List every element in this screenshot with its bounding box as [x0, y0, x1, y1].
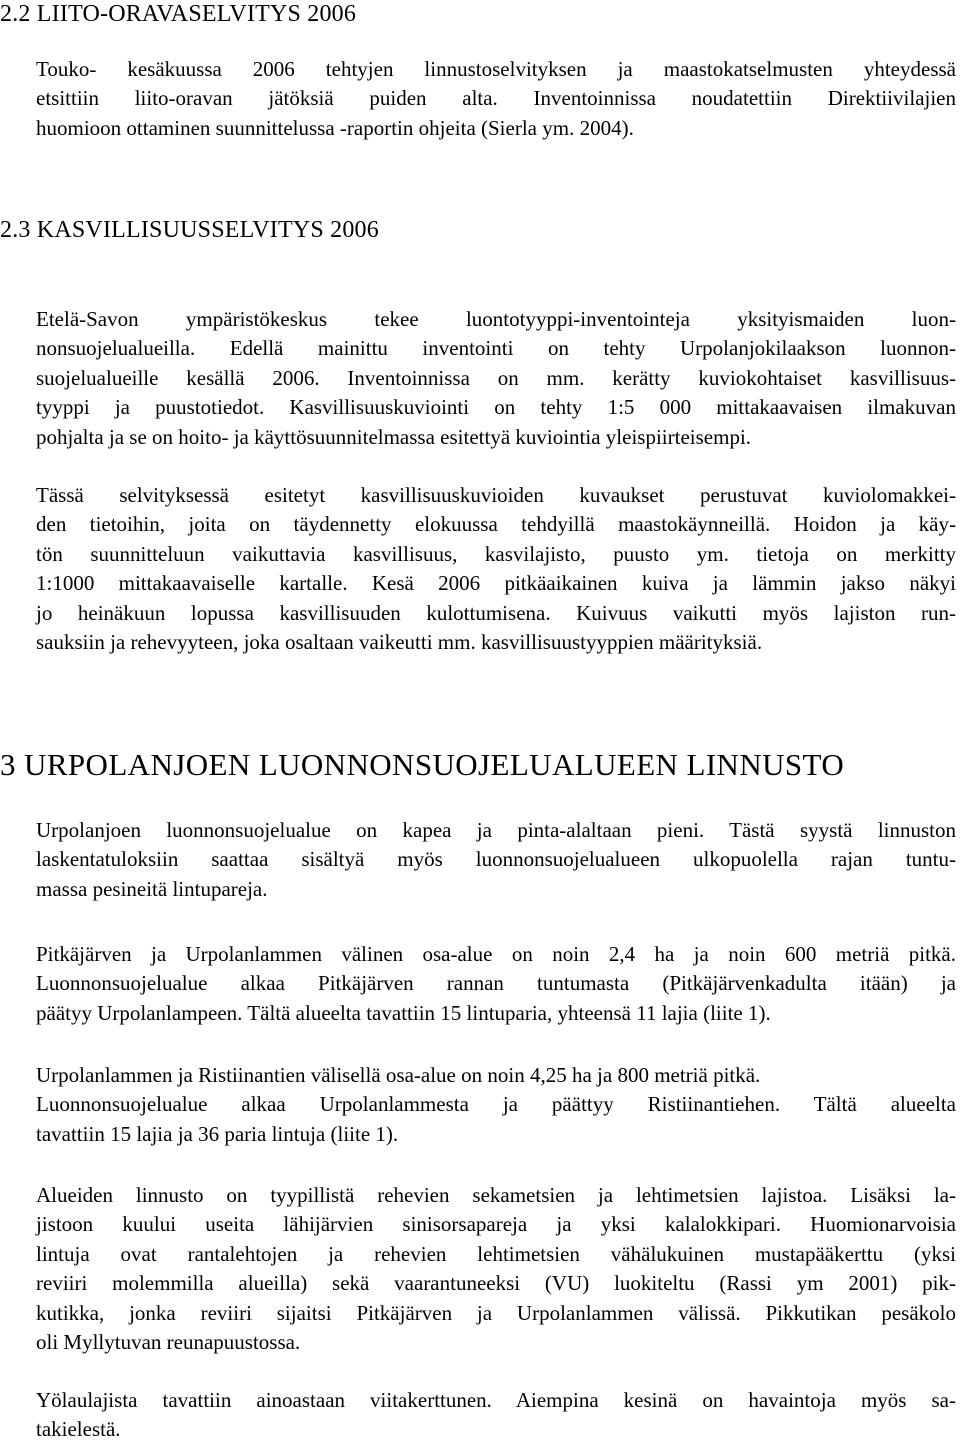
text-line: Etelä-Savon ympäristökeskus tekee luontotyyppi-inventointeja yksityismaiden luon-	[36, 307, 956, 331]
text-line: Urpolanjoen luonnonsuojelualue on kapea ja pinta-alaltaan pieni. Tästä syystä linnuston	[36, 818, 956, 842]
text-line: 1:1000 mittakaavaiselle kartalle. Kesä 2006 pitkäaikainen kuiva ja lämmin jakso näkyi	[36, 571, 956, 596]
text-line: takielestä.	[36, 1417, 121, 1442]
section-heading-2-2: 2.2 LIITO-ORAVASELVITYS 2006	[0, 1, 357, 27]
paragraph-inventointi	[36, 305, 956, 452]
text-line: nonsuojelualueilla. Edellä mainittu inventointi on tehty Urpolanjokilaakson luonnon-	[36, 336, 956, 361]
text-line: pohjalta ja se on hoito- ja käyttösuunnitelmassa esitettyä kuviointia yleispiirteisempi.	[36, 424, 752, 449]
text-line: tyyppi ja puustotiedot. Kasvillisuuskuviointi on tehty 1:5 000 mittakaavaisen ilmakuvan	[36, 395, 956, 420]
text-line: jo heinäkuun lopussa kasvillisuuden kulottumisena. Kuivuus vaikutti myös lajiston run-	[36, 600, 956, 625]
text-line: Pitkäjärven ja Urpolanlammen välinen osa-alue on noin 2,4 ha ja noin 600 metriä pitkä.	[36, 942, 956, 966]
text-line: lintuja ovat rantalehtojen ja rehevien lehtimetsien vähälukuinen mustapääkerttu (yksi	[36, 1241, 956, 1266]
paragraph-ristiinantie-osa-alue	[36, 1061, 956, 1149]
chapter-heading-3: 3 URPOLANJOEN LUONNONSUOJELUALUEEN LINNUSTO	[0, 747, 845, 782]
text-line: Alueiden linnusto on tyypillistä rehevien sekametsien ja lehtimetsien lajistoa. Lisäksi la-	[36, 1183, 956, 1207]
text-line: massa pesineitä lintupareja.	[36, 876, 268, 901]
text-line: Urpolanlammen ja Ristiinantien välisellä osa-alue on noin 4,25 ha ja 800 metriä pitkä.	[36, 1063, 761, 1087]
text-line: reviiri molemmilla alueilla) sekä vaarantuneeksi (VU) luokiteltu (Rassi ym 2001) pik-	[36, 1271, 956, 1296]
text-line: päätyy Urpolanlampeen. Tältä alueelta tavattiin 15 lintuparia, yhteensä 11 lajia (liite 1).	[36, 1000, 771, 1025]
text-line: laskentatuloksiin saattaa sisältyä myös luonnonsuojelualueen ulkopuolella rajan tuntu-	[36, 847, 956, 872]
paragraph-yleiskuvaus	[36, 816, 956, 904]
paragraph-kuviokuvaukset	[36, 481, 956, 657]
text-line: oli Myllytuvan reunapuustossa.	[36, 1329, 301, 1354]
text-line: kutikka, jonka reviiri sijaitsi Pitkäjärven ja Urpolanlammen välissä. Pikkutikan pesäkolo	[36, 1300, 956, 1325]
text-line: tavattiin 15 lajia ja 36 paria lintuja (liite 1).	[36, 1121, 399, 1146]
paragraph-yolaulajat	[36, 1386, 956, 1445]
text-line: Luonnonsuojelualue alkaa Urpolanlammesta ja päättyy Ristiinantiehen. Tältä alueelta	[36, 1092, 956, 1117]
text-line: etsittiin liito-oravan jätöksiä puiden alta. Inventoinnissa noudatettiin Direktiivilajien	[36, 86, 956, 111]
text-line: Luonnonsuojelualue alkaa Pitkäjärven rannan tuntumasta (Pitkäjärvenkadulta itään) ja	[36, 971, 956, 996]
section-heading-2-3: 2.3 KASVILLISUUSSELVITYS 2006	[0, 217, 379, 243]
paragraph-pitkajarvi-osa-alue	[36, 940, 956, 1028]
text-line: Yölaulajista tavattiin ainoastaan viitakerttunen. Aiempina kesinä on havaintoja myös sa-	[36, 1388, 956, 1412]
text-line: tön suunnitteluun vaikuttavia kasvillisuus, kasvilajisto, puusto ym. tietoja on merkitty	[36, 541, 956, 566]
text-line: sauksiin ja rehevyyteen, joka osaltaan vaikeutti mm. kasvillisuustyyppien määrityksiä.	[36, 629, 763, 654]
text-line: huomioon ottaminen suunnittelussa -raportin ohjeita (Sierla ym. 2004).	[36, 115, 634, 140]
text-line: Touko- kesäkuussa 2006 tehtyjen linnustoselvityksen ja maastokatselmusten yhteydessä	[36, 57, 956, 81]
text-line: jistoon kuului useita lähijärvien sinisorsapareja ja yksi kalalokkipari. Huomionarvoisia	[36, 1212, 956, 1237]
text-line: suojelualueille kesällä 2006. Inventoinnissa on mm. kerätty kuviokohtaiset kasvillisuus-	[36, 365, 956, 390]
text-line: den tietoihin, joita on täydennetty elokuussa tehdyillä maastokäynneillä. Hoidon ja käy-	[36, 512, 956, 537]
paragraph-liito-orava	[36, 55, 956, 143]
text-line: Tässä selvityksessä esitetyt kasvillisuuskuvioiden kuvaukset perustuvat kuviolomakkei-	[36, 483, 956, 507]
paragraph-linnusto	[36, 1181, 956, 1357]
